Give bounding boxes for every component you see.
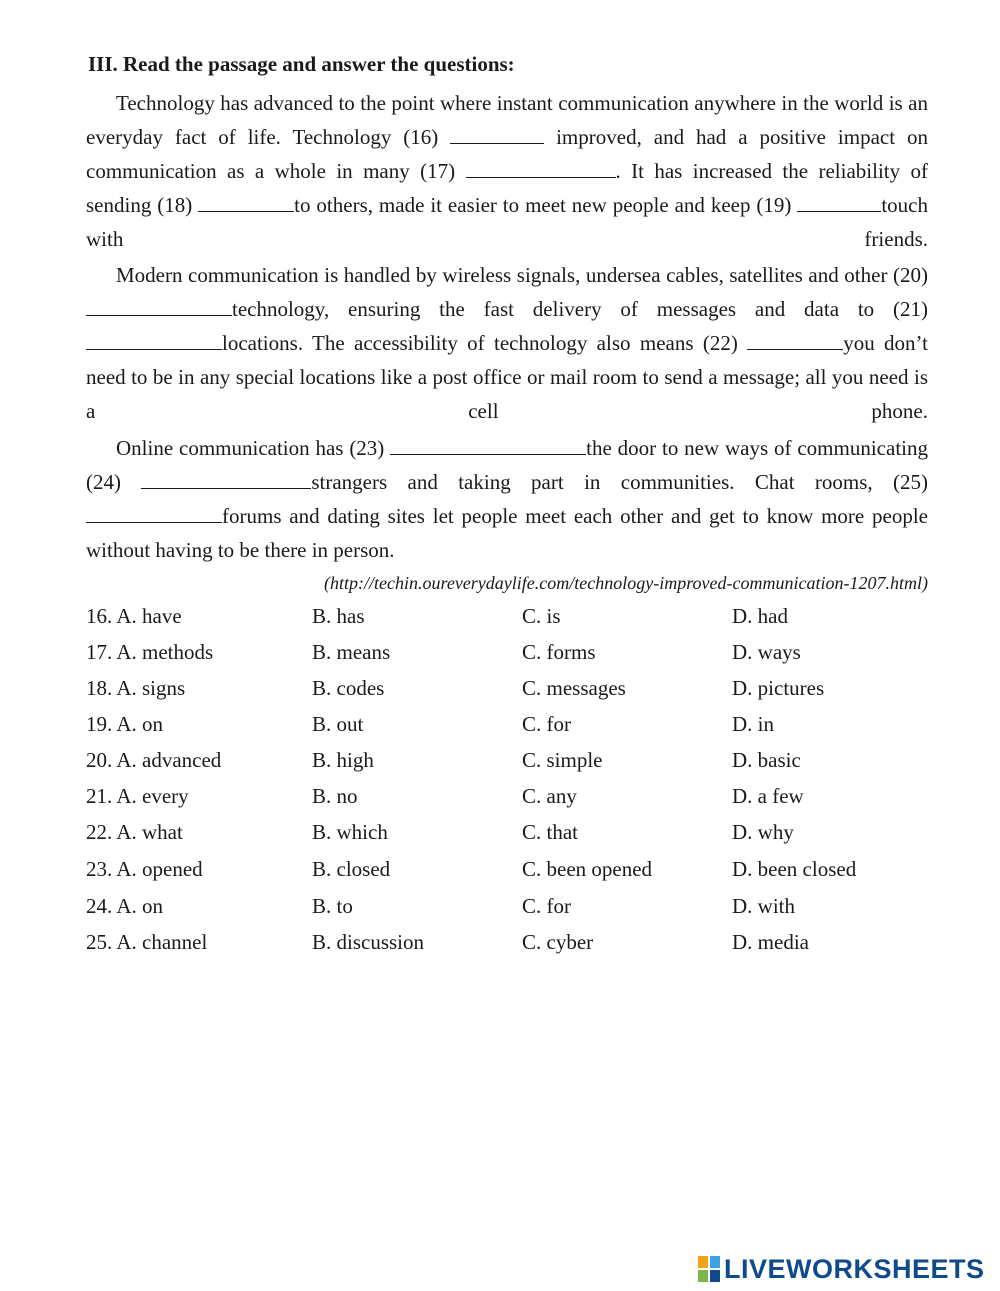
passage-text: Online communication has (23): [116, 436, 391, 460]
passage-text: the door to new ways of communicating (24): [86, 436, 928, 494]
option-a[interactable]: 23. A. opened: [86, 857, 203, 881]
passage-paragraph-3: [86, 431, 928, 567]
blank-23[interactable]: [390, 438, 586, 455]
option-c[interactable]: C. that: [522, 820, 578, 844]
question-row-19: [86, 712, 946, 748]
blank-18[interactable]: [198, 195, 294, 212]
option-d[interactable]: D. with: [732, 894, 795, 918]
passage-text: Technology has advanced to the point where instant communication anywhere in the world is an everyday fact of life. Technology (16): [86, 91, 928, 149]
passage-text: technology, ensuring the fast delivery of messages and data to (21): [232, 297, 928, 321]
option-b[interactable]: B. means: [312, 640, 391, 664]
blank-22[interactable]: [747, 333, 843, 350]
passage-text: to others, made it easier to meet new people and keep (19): [294, 193, 798, 217]
option-d[interactable]: D. had: [732, 604, 788, 628]
option-a[interactable]: 25. A. channel: [86, 930, 208, 954]
question-row-16: [86, 604, 946, 640]
option-b[interactable]: B. which: [312, 820, 388, 844]
option-c[interactable]: C. for: [522, 712, 571, 736]
option-a[interactable]: 21. A. every: [86, 784, 189, 808]
blank-17[interactable]: [466, 161, 616, 178]
question-row-22: [86, 820, 946, 856]
passage-text: locations. The accessibility of technology also means (22): [222, 331, 748, 355]
option-c[interactable]: C. messages: [522, 676, 626, 700]
option-c[interactable]: C. forms: [522, 640, 596, 664]
question-row-25: [86, 930, 946, 966]
blank-25[interactable]: [86, 506, 222, 523]
option-d[interactable]: D. pictures: [732, 676, 825, 700]
passage-text: improved, and had a positive impact on communication as a whole in many (17): [86, 125, 928, 183]
option-a[interactable]: 22. A. what: [86, 820, 183, 844]
option-c[interactable]: C. for: [522, 894, 571, 918]
blank-16[interactable]: [450, 127, 544, 144]
option-a[interactable]: 20. A. advanced: [86, 748, 222, 772]
option-b[interactable]: B. discussion: [312, 930, 425, 954]
option-d[interactable]: D. a few: [732, 784, 804, 808]
option-d[interactable]: D. why: [732, 820, 794, 844]
option-b[interactable]: B. to: [312, 894, 353, 918]
option-b[interactable]: B. out: [312, 712, 364, 736]
option-b[interactable]: B. has: [312, 604, 365, 628]
logo-text: LIVEWORKSHEETS: [724, 1253, 985, 1284]
passage-text: forums and dating sites let people meet each other and get to know more people without having to be there in person.: [86, 504, 928, 562]
source-citation: (http://techin.oureverydaylife.com/technology-improved-communication-1207.html): [324, 573, 928, 593]
option-a[interactable]: 18. A. signs: [86, 676, 186, 700]
option-a[interactable]: 16. A. have: [86, 604, 182, 628]
question-row-18: [86, 676, 946, 712]
passage-text: Modern communication is handled by wireless signals, undersea cables, satellites and other (20): [116, 263, 928, 287]
passage-paragraph-2: [86, 258, 928, 428]
option-b[interactable]: B. closed: [312, 857, 391, 881]
passage-text: touch with friends.: [86, 193, 928, 251]
option-c[interactable]: C. been opened: [522, 857, 653, 881]
option-b[interactable]: B. high: [312, 748, 374, 772]
blank-24[interactable]: [141, 472, 311, 489]
option-d[interactable]: D. in: [732, 712, 774, 736]
option-d[interactable]: D. ways: [732, 640, 801, 664]
option-d[interactable]: D. media: [732, 930, 809, 954]
option-c[interactable]: C. simple: [522, 748, 603, 772]
option-a[interactable]: 19. A. on: [86, 712, 164, 736]
question-row-20: [86, 748, 946, 784]
option-c[interactable]: C. is: [522, 604, 561, 628]
liveworksheets-logo-icon: [698, 1256, 720, 1282]
question-row-21: [86, 784, 946, 820]
option-d[interactable]: D. been closed: [732, 857, 857, 881]
option-a[interactable]: 17. A. methods: [86, 640, 214, 664]
question-row-23: [86, 857, 946, 893]
blank-20[interactable]: [86, 299, 232, 316]
option-b[interactable]: B. codes: [312, 676, 385, 700]
passage-paragraph-1: [86, 86, 928, 256]
option-b[interactable]: B. no: [312, 784, 358, 808]
option-c[interactable]: C. any: [522, 784, 577, 808]
passage-text: . It has increased the reliability of sending (18): [86, 159, 928, 217]
question-row-24: [86, 894, 946, 930]
section-heading: III. Read the passage and answer the questions:: [88, 52, 515, 76]
blank-21[interactable]: [86, 333, 222, 350]
blank-19[interactable]: [797, 195, 881, 212]
passage-text: you don’t need to be in any special locations like a post office or mail room to send a message; all you need is a cell phone.: [86, 331, 929, 423]
option-d[interactable]: D. basic: [732, 748, 801, 772]
option-c[interactable]: C. cyber: [522, 930, 594, 954]
liveworksheets-logo[interactable]: [698, 1254, 985, 1284]
passage-text: strangers and taking part in communities. Chat rooms, (25): [311, 470, 928, 494]
option-a[interactable]: 24. A. on: [86, 894, 164, 918]
question-row-17: [86, 640, 946, 676]
